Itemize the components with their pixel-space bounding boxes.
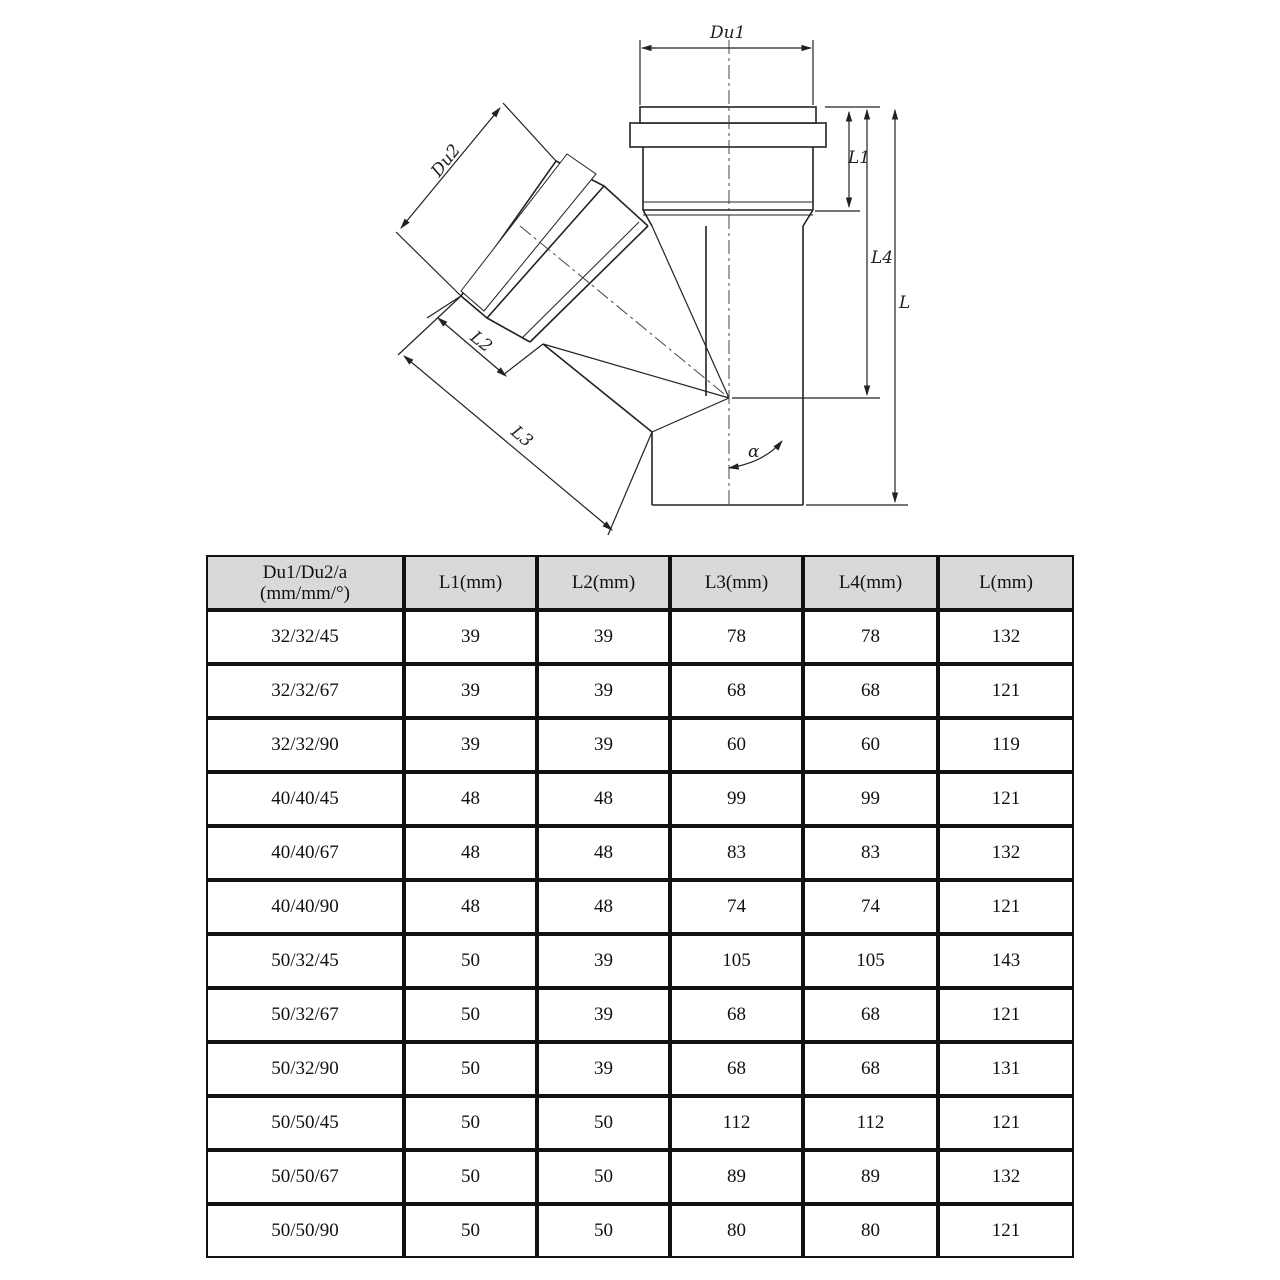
table-row [206, 610, 1074, 664]
table-cell: 50 [404, 1042, 537, 1096]
table-cell: 68 [803, 988, 938, 1042]
header-cell: L2(mm) [537, 555, 670, 610]
table-cell: 39 [404, 718, 537, 772]
table-cell: 119 [938, 718, 1074, 772]
table-cell: 83 [670, 826, 803, 880]
pipe-y-branch-drawing [0, 0, 1280, 540]
table-cell: 74 [670, 880, 803, 934]
table-row [206, 934, 1074, 988]
table-row [206, 826, 1074, 880]
table-cell: 40/40/67 [206, 826, 404, 880]
table-header-row [206, 555, 1074, 610]
table-cell: 50 [537, 1150, 670, 1204]
table-cell: 121 [938, 988, 1074, 1042]
table-cell: 132 [938, 826, 1074, 880]
table-cell: 74 [803, 880, 938, 934]
main-pipe [630, 107, 826, 505]
table-cell: 50 [537, 1096, 670, 1150]
table-cell: 50/32/67 [206, 988, 404, 1042]
table-cell: 60 [670, 718, 803, 772]
table-cell: 121 [938, 772, 1074, 826]
table-cell: 112 [803, 1096, 938, 1150]
table-cell: 39 [537, 1042, 670, 1096]
table-cell: 39 [537, 718, 670, 772]
table-row [206, 718, 1074, 772]
table-cell: 89 [670, 1150, 803, 1204]
table-cell: 99 [670, 772, 803, 826]
table-row [206, 1204, 1074, 1258]
du2-label: Du2 [427, 140, 465, 181]
table-cell: 80 [670, 1204, 803, 1258]
table-cell: 40/40/45 [206, 772, 404, 826]
table-cell: 60 [803, 718, 938, 772]
table-cell: 132 [938, 1150, 1074, 1204]
table-cell: 121 [938, 1204, 1074, 1258]
table-cell: 40/40/90 [206, 880, 404, 934]
table-cell: 39 [537, 610, 670, 664]
header-cell: L(mm) [938, 555, 1074, 610]
table-cell: 50 [537, 1204, 670, 1258]
table-cell: 50 [404, 1204, 537, 1258]
table-cell: 48 [537, 772, 670, 826]
table-cell: 48 [404, 772, 537, 826]
table-cell: 39 [404, 664, 537, 718]
table-cell: 32/32/90 [206, 718, 404, 772]
table-row [206, 664, 1074, 718]
table-cell: 50 [404, 988, 537, 1042]
table-cell: 78 [803, 610, 938, 664]
table-cell: 68 [670, 1042, 803, 1096]
l-label: L [899, 293, 911, 313]
table-cell: 50/32/90 [206, 1042, 404, 1096]
table-cell: 68 [670, 988, 803, 1042]
table-cell: 105 [803, 934, 938, 988]
table-row [206, 988, 1074, 1042]
table-body [206, 610, 1074, 1258]
table-cell: 32/32/67 [206, 664, 404, 718]
table-row [206, 772, 1074, 826]
table-row [206, 880, 1074, 934]
table-cell: 48 [537, 880, 670, 934]
table-cell: 121 [938, 664, 1074, 718]
l4-label: L4 [871, 248, 894, 268]
alpha-label: α [748, 442, 760, 462]
table-cell: 50/50/90 [206, 1204, 404, 1258]
table-cell: 39 [537, 988, 670, 1042]
table-cell: 80 [803, 1204, 938, 1258]
l1-label: L1 [848, 148, 871, 168]
table-row [206, 1150, 1074, 1204]
table-cell: 112 [670, 1096, 803, 1150]
table-cell: 39 [404, 610, 537, 664]
branch-pipe [461, 154, 729, 432]
table-row [206, 1096, 1074, 1150]
header-cell: L4(mm) [803, 555, 938, 610]
table-cell: 50 [404, 1150, 537, 1204]
table-cell: 83 [803, 826, 938, 880]
table-cell: 50/32/45 [206, 934, 404, 988]
table-cell: 143 [938, 934, 1074, 988]
table-cell: 68 [803, 664, 938, 718]
table-cell: 131 [938, 1042, 1074, 1096]
dimensions-table [206, 555, 1074, 1258]
table-cell: 105 [670, 934, 803, 988]
du1-label: Du1 [710, 23, 746, 43]
table-cell: 89 [803, 1150, 938, 1204]
table-cell: 50 [404, 934, 537, 988]
header-cell: Du1/Du2/a (mm/mm/°) [206, 555, 404, 610]
table-cell: 50 [404, 1096, 537, 1150]
table-row [206, 1042, 1074, 1096]
table-cell: 99 [803, 772, 938, 826]
table-cell: 50/50/67 [206, 1150, 404, 1204]
table-cell: 32/32/45 [206, 610, 404, 664]
l3-label: L3 [506, 421, 537, 452]
table-cell: 39 [537, 934, 670, 988]
table-cell: 68 [803, 1042, 938, 1096]
table-cell: 68 [670, 664, 803, 718]
header-cell: L3(mm) [670, 555, 803, 610]
header-cell: L1(mm) [404, 555, 537, 610]
table-cell: 121 [938, 1096, 1074, 1150]
table-cell: 48 [537, 826, 670, 880]
table-cell: 132 [938, 610, 1074, 664]
table-cell: 48 [404, 880, 537, 934]
l2-label: L2 [466, 327, 496, 357]
table-cell: 121 [938, 880, 1074, 934]
table-cell: 78 [670, 610, 803, 664]
table-cell: 39 [537, 664, 670, 718]
table-cell: 50/50/45 [206, 1096, 404, 1150]
table-cell: 48 [404, 826, 537, 880]
